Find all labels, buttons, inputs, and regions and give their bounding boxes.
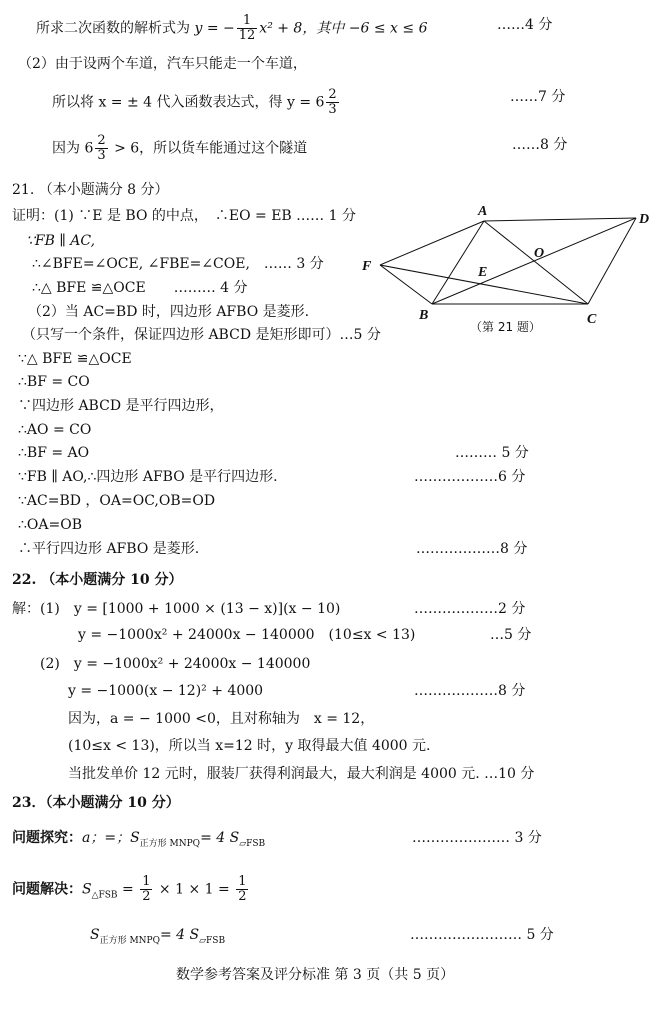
q20-l4-pre: 因为 6 bbox=[52, 140, 94, 157]
label-b: B bbox=[419, 308, 429, 323]
q22-line-1: 解：(1) y = [1000 + 1000 × (13 − x)](x − 10) bbox=[12, 601, 341, 617]
frac-num: 1 bbox=[238, 874, 247, 889]
q20-l4-score: ……8 分 bbox=[512, 137, 568, 153]
q21-title: 21. （本小题满分 8 分） bbox=[12, 182, 169, 198]
q23-l3-s: S bbox=[90, 927, 100, 943]
frac-den: 2 bbox=[142, 889, 151, 904]
segment-dc bbox=[588, 218, 636, 304]
q20-l3-score: ……7 分 bbox=[510, 89, 566, 105]
q20-l1-rest: x² + 8，其中 −6 ≤ x ≤ 6 bbox=[259, 20, 428, 37]
q22-title: 22. （本小题满分 10 分） bbox=[12, 572, 183, 588]
segment-ba bbox=[432, 221, 484, 304]
label-f: F bbox=[362, 259, 372, 274]
q21-line-9: ∵四边形 ABCD 是平行四边形， bbox=[18, 398, 224, 414]
q22-l4-score: ………………8 分 bbox=[414, 683, 526, 699]
q23-line-2 bbox=[12, 875, 250, 905]
label-a: A bbox=[478, 204, 488, 219]
frac-den: 12 bbox=[238, 28, 256, 43]
q21-line-12: ∵FB ∥ AO,∴四边形 AFBO 是平行四边形. bbox=[18, 469, 278, 485]
q21-line-4: ∴△ BFE ≌△OCE ……… 4 分 bbox=[32, 280, 248, 296]
q20-line-1 bbox=[36, 14, 428, 43]
segment-bd bbox=[432, 218, 636, 304]
q23-l1-score: ………………… 3 分 bbox=[412, 830, 542, 846]
q21-line-5: （2）当 AC=BD 时，四边形 AFBO 是菱形. bbox=[28, 304, 310, 320]
segment-ac bbox=[484, 221, 588, 304]
segment-fb bbox=[380, 265, 432, 304]
label-c: C bbox=[587, 312, 597, 327]
q23-l3-mid: = 4 S bbox=[159, 927, 200, 943]
q22-line-7: 当批发单价 12 元时，服装厂获得利润最大，最大利润是 4000 元. …10 分 bbox=[68, 766, 535, 782]
q21-line-3: ∴∠BFE=∠OCE, ∠FBE=∠COE, …… 3 分 bbox=[32, 256, 324, 272]
q22-line-5: 因为，a = − 1000 <0，且对称轴为 x = 12， bbox=[68, 711, 375, 727]
q23-line-1 bbox=[12, 829, 265, 853]
q20-l1-eq: = − bbox=[202, 20, 235, 37]
q21-l11-score: ……… 5 分 bbox=[455, 445, 529, 461]
label-d: D bbox=[639, 212, 650, 227]
q23-l2-mid: × 1 × 1 = bbox=[154, 881, 235, 898]
frac-den: 3 bbox=[97, 148, 106, 163]
q21-line-13: ∵AC=BD ，OA=OC,OB=OD bbox=[18, 493, 216, 509]
q23-l1-mid: = 4 S bbox=[200, 830, 240, 846]
label-e: E bbox=[478, 265, 488, 280]
frac-num: 1 bbox=[237, 14, 258, 29]
q21-l15-score: ………………8 分 bbox=[416, 541, 528, 557]
q21-line-6: （只写一个条件，保证四边形 ABCD 是矩形即可）…5 分 bbox=[22, 327, 381, 343]
q21-line-11: ∴BF = AO bbox=[18, 445, 90, 461]
q20-line-3 bbox=[52, 88, 341, 117]
segment-ad bbox=[484, 218, 636, 221]
q23-l2-label: 问题解决： bbox=[12, 881, 82, 898]
q23-l2-s: S bbox=[82, 881, 92, 898]
q23-l1-text: a；=；S bbox=[82, 830, 140, 846]
q23-l3-sub1: 正方形 MNPQ bbox=[99, 936, 160, 946]
frac-num: 2 bbox=[97, 133, 106, 148]
q23-l2-eq: = bbox=[117, 881, 139, 898]
q20-l1-y: y bbox=[194, 20, 203, 37]
q23-l2-sub: △FSB bbox=[91, 890, 118, 901]
q22-line-6: (10≤x < 13)，所以当 x=12 时，y 取得最大值 4000 元. bbox=[68, 738, 431, 754]
frac-num: 2 bbox=[328, 87, 337, 102]
q23-l2-frac1 bbox=[140, 875, 152, 904]
q22-l1-score: ………………2 分 bbox=[414, 601, 526, 617]
q21-line-8: ∴BF = CO bbox=[18, 374, 90, 390]
q23-l1-label: 问题探究： bbox=[12, 830, 82, 846]
q20-l4-fraction bbox=[95, 134, 107, 163]
q23-l3-sub2: ▱FSB bbox=[199, 936, 226, 946]
frac-num: 1 bbox=[142, 874, 151, 889]
q23-l3-score: …………………… 5 分 bbox=[410, 927, 554, 943]
segment-fa bbox=[380, 221, 484, 265]
q21-line-10: ∴AO = CO bbox=[18, 422, 92, 438]
q23-l2-frac2 bbox=[236, 875, 248, 904]
q21-line-15: ∴平行四边形 AFBO 是菱形. bbox=[18, 541, 200, 557]
q23-line-3 bbox=[90, 926, 225, 950]
q20-l3-fraction bbox=[326, 88, 338, 117]
q20-l1-text: 所求二次函数的解析式为 bbox=[36, 20, 190, 37]
q21-l12-score: ………………6 分 bbox=[414, 469, 526, 485]
q23-l1-sub2: ▱FSB bbox=[239, 839, 266, 849]
q21-line-14: ∴OA=OB bbox=[18, 517, 82, 533]
figure-caption: （第 21 题） bbox=[470, 320, 541, 334]
page-footer: 数学参考答案及评分标准 第 3 页（共 5 页） bbox=[176, 967, 455, 983]
q20-l1-score: ……4 分 bbox=[497, 17, 553, 33]
q22-l2-score: …5 分 bbox=[490, 627, 532, 643]
q20-l1-fraction bbox=[237, 14, 258, 43]
q23-title: 23．（本小题满分 10 分） bbox=[12, 795, 180, 811]
q20-l4-post: > 6，所以货车能通过这个隧道 bbox=[109, 140, 308, 157]
label-o: O bbox=[534, 246, 545, 261]
q21-line-7: ∵△ BFE ≌△OCE bbox=[18, 351, 132, 367]
q22-line-4: y = −1000(x − 12)² + 4000 bbox=[68, 683, 264, 699]
q21-line-2: ∵FB ∥ AC, bbox=[26, 233, 96, 249]
q23-l1-sub1: 正方形 MNPQ bbox=[139, 839, 201, 849]
q21-line-1: 证明：(1) ∵E 是 BO 的中点， ∴EO = EB …… 1 分 bbox=[12, 208, 356, 224]
frac-den: 3 bbox=[328, 102, 337, 117]
q22-line-3: (2) y = −1000x² + 24000x − 140000 bbox=[40, 656, 311, 672]
q20-l3-text: 所以将 x = ± 4 代入函数表达式，得 y = 6 bbox=[52, 94, 325, 111]
q20-line-4 bbox=[52, 134, 307, 163]
frac-den: 2 bbox=[238, 889, 247, 904]
q21-figure bbox=[358, 196, 658, 341]
q20-line-2: （2）由于设两个车道，汽车只能走一个车道， bbox=[18, 56, 307, 72]
q22-line-2: y = −1000x² + 24000x − 140000 (10≤x < 13) bbox=[78, 627, 416, 643]
